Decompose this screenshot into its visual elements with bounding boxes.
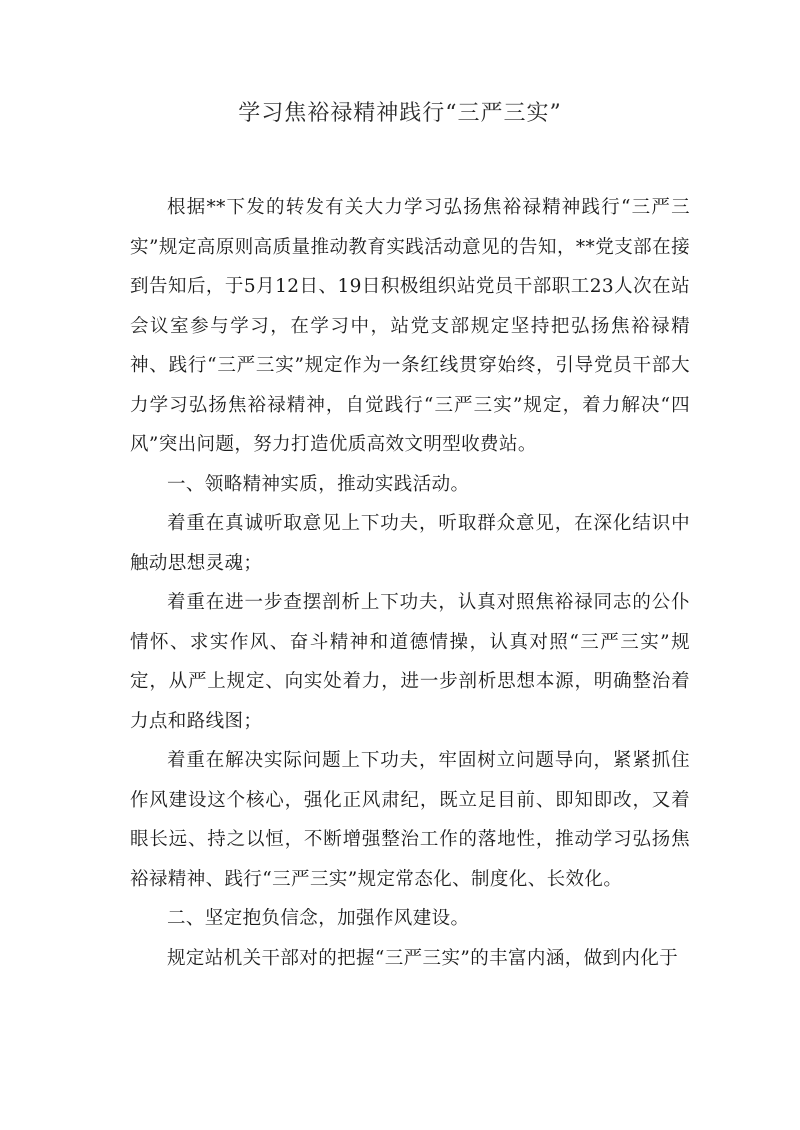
paragraph-intro: 根据**下发的转发有关大力学习弘扬焦裕禄精神践行“三严三实”规定高原则高质量推动教育实践活动意见的告知，**党支部在接到告知后，于5月12日、19日积极组织站党员干部职工23人次在站会议室参与学习，在学习中，站党支部规定坚持把弘扬焦裕禄精神、践行“三严三实”规定作为一条红线贯穿始终，引导党员干部大力学习弘扬焦裕禄精神，自觉践行“三严三实”规定，着力解决“四风”突出问题，努力打造优质高效文明型收费站。 [130,197,690,455]
document-body [130,188,690,978]
paragraph-listen: 着重在真诚听取意见上下功夫，听取群众意见，在深化结识中触动思想灵魂； [130,513,690,574]
section-heading-2: 二、坚定抱负信念，加强作风建设。 [167,908,470,929]
document-title: 学习焦裕禄精神践行“三严三实” [238,101,562,126]
paragraph-grasp: 规定站机关干部对的把握“三严三实”的丰富内涵，做到内化于 [167,947,679,969]
paragraph-solve: 着重在解决实际问题上下功夫，牢固树立问题导向，紧紧抓住作风建设这个核心，强化正风肃纪，既立足目前、即知即改，又着眼长远、持之以恒，不断增强整治工作的落地性，推动学习弘扬焦裕禄精神、践行“三严三实”规定常态化、制度化、长效化。 [130,750,690,890]
paragraph-analysis: 着重在进一步查摆剖析上下功夫，认真对照焦裕禄同志的公仆情怀、求实作风、奋斗精神和道德情操，认真对照“三严三实”规定，从严上规定、向实处着力，进一步剖析思想本源，明确整治着力点和路线图； [130,592,690,732]
section-heading-1: 一、领略精神实质，推动实践活动。 [167,473,470,495]
